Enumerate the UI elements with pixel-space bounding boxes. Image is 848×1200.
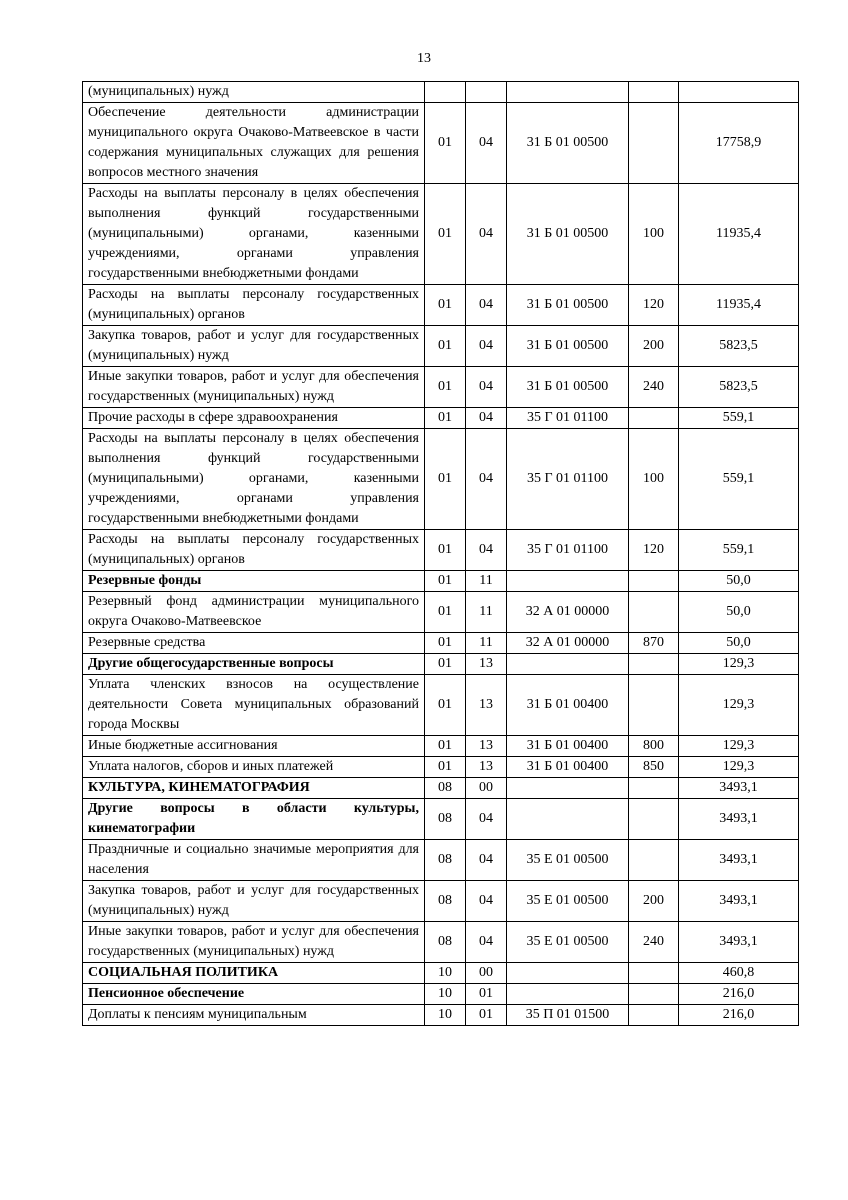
section-code-cell: 01 xyxy=(425,408,466,429)
amount-cell: 5823,5 xyxy=(679,367,799,408)
section-code-cell: 01 xyxy=(425,571,466,592)
expense-name-cell: (муниципальных) нужд xyxy=(83,82,425,103)
target-article-cell: 31 Б 01 00400 xyxy=(507,757,629,778)
amount-cell: 11935,4 xyxy=(679,184,799,285)
subsection-code-cell: 13 xyxy=(466,654,507,675)
expense-name-cell: Расходы на выплаты персоналу государственных (муниципальных) органов xyxy=(83,285,425,326)
table-row xyxy=(83,285,799,326)
expense-type-cell: 100 xyxy=(629,429,679,530)
section-code-cell: 10 xyxy=(425,984,466,1005)
expense-name-cell: Расходы на выплаты персоналу в целях обеспечения выполнения функций государственными (муниципальными) органами, казенными учреждениями, органами управления государственными внебюджетными фондами xyxy=(83,184,425,285)
expense-type-cell xyxy=(629,654,679,675)
subsection-code-cell: 04 xyxy=(466,367,507,408)
expense-name-cell: Прочие расходы в сфере здравоохранения xyxy=(83,408,425,429)
amount-cell: 3493,1 xyxy=(679,799,799,840)
target-article-cell: 31 Б 01 00500 xyxy=(507,184,629,285)
section-code-cell: 01 xyxy=(425,757,466,778)
section-code-cell: 01 xyxy=(425,285,466,326)
expense-type-cell xyxy=(629,984,679,1005)
expense-type-cell xyxy=(629,840,679,881)
budget-table xyxy=(82,81,799,1026)
table-row xyxy=(83,963,799,984)
expense-type-cell: 200 xyxy=(629,881,679,922)
target-article-cell xyxy=(507,571,629,592)
section-code-cell: 08 xyxy=(425,922,466,963)
table-row xyxy=(83,326,799,367)
expense-name-cell: Иные закупки товаров, работ и услуг для обеспечения государственных (муниципальных) нужд xyxy=(83,922,425,963)
expense-type-cell: 120 xyxy=(629,285,679,326)
expense-name-cell: Пенсионное обеспечение xyxy=(83,984,425,1005)
table-row xyxy=(83,654,799,675)
amount-cell: 5823,5 xyxy=(679,326,799,367)
table-row xyxy=(83,82,799,103)
target-article-cell xyxy=(507,963,629,984)
section-code-cell: 08 xyxy=(425,881,466,922)
amount-cell: 129,3 xyxy=(679,654,799,675)
expense-name-cell: Иные закупки товаров, работ и услуг для обеспечения государственных (муниципальных) нужд xyxy=(83,367,425,408)
subsection-code-cell: 13 xyxy=(466,675,507,736)
table-row xyxy=(83,881,799,922)
amount-cell: 129,3 xyxy=(679,757,799,778)
target-article-cell: 32 А 01 00000 xyxy=(507,592,629,633)
subsection-code-cell: 11 xyxy=(466,571,507,592)
budget-table-body xyxy=(83,82,799,1026)
expense-name-cell: Доплаты к пенсиям муниципальным xyxy=(83,1005,425,1026)
section-code-cell: 01 xyxy=(425,675,466,736)
expense-name-cell: СОЦИАЛЬНАЯ ПОЛИТИКА xyxy=(83,963,425,984)
expense-name-cell: Праздничные и социально значимые мероприятия для населения xyxy=(83,840,425,881)
expense-name-cell: Резервные фонды xyxy=(83,571,425,592)
subsection-code-cell: 04 xyxy=(466,922,507,963)
expense-name-cell: Уплата членских взносов на осуществление деятельности Совета муниципальных образований города Москвы xyxy=(83,675,425,736)
amount-cell: 3493,1 xyxy=(679,881,799,922)
subsection-code-cell: 04 xyxy=(466,408,507,429)
expense-name-cell: КУЛЬТУРА, КИНЕМАТОГРАФИЯ xyxy=(83,778,425,799)
expense-type-cell xyxy=(629,963,679,984)
target-article-cell: 31 Б 01 00500 xyxy=(507,285,629,326)
amount-cell: 17758,9 xyxy=(679,103,799,184)
target-article-cell: 35 П 01 01500 xyxy=(507,1005,629,1026)
expense-type-cell xyxy=(629,592,679,633)
expense-name-cell: Другие вопросы в области культуры, кинематографии xyxy=(83,799,425,840)
subsection-code-cell: 11 xyxy=(466,592,507,633)
table-row xyxy=(83,103,799,184)
table-row xyxy=(83,778,799,799)
subsection-code-cell xyxy=(466,82,507,103)
target-article-cell: 31 Б 01 00500 xyxy=(507,326,629,367)
table-row xyxy=(83,429,799,530)
table-row xyxy=(83,984,799,1005)
amount-cell: 559,1 xyxy=(679,530,799,571)
expense-name-cell: Иные бюджетные ассигнования xyxy=(83,736,425,757)
target-article-cell: 35 Г 01 01100 xyxy=(507,530,629,571)
amount-cell: 216,0 xyxy=(679,1005,799,1026)
expense-name-cell: Обеспечение деятельности администрации муниципального округа Очаково-Матвеевское в части содержания муниципальных служащих для решения вопросов местного значения xyxy=(83,103,425,184)
subsection-code-cell: 04 xyxy=(466,429,507,530)
section-code-cell: 01 xyxy=(425,103,466,184)
subsection-code-cell: 04 xyxy=(466,881,507,922)
table-row xyxy=(83,840,799,881)
section-code-cell: 01 xyxy=(425,633,466,654)
subsection-code-cell: 01 xyxy=(466,984,507,1005)
section-code-cell: 01 xyxy=(425,429,466,530)
section-code-cell: 08 xyxy=(425,778,466,799)
subsection-code-cell: 04 xyxy=(466,530,507,571)
section-code-cell: 10 xyxy=(425,1005,466,1026)
expense-type-cell xyxy=(629,1005,679,1026)
expense-type-cell xyxy=(629,675,679,736)
amount-cell: 3493,1 xyxy=(679,840,799,881)
target-article-cell: 35 Е 01 00500 xyxy=(507,840,629,881)
amount-cell: 3493,1 xyxy=(679,922,799,963)
section-code-cell: 01 xyxy=(425,736,466,757)
subsection-code-cell: 01 xyxy=(466,1005,507,1026)
expense-name-cell: Закупка товаров, работ и услуг для государственных (муниципальных) нужд xyxy=(83,326,425,367)
table-row xyxy=(83,530,799,571)
expense-type-cell: 120 xyxy=(629,530,679,571)
amount-cell: 129,3 xyxy=(679,736,799,757)
amount-cell: 460,8 xyxy=(679,963,799,984)
amount-cell: 3493,1 xyxy=(679,778,799,799)
amount-cell: 559,1 xyxy=(679,408,799,429)
section-code-cell xyxy=(425,82,466,103)
expense-type-cell: 240 xyxy=(629,922,679,963)
amount-cell: 216,0 xyxy=(679,984,799,1005)
page-number: 13 xyxy=(417,51,431,66)
table-row xyxy=(83,571,799,592)
subsection-code-cell: 04 xyxy=(466,799,507,840)
section-code-cell: 01 xyxy=(425,184,466,285)
target-article-cell: 35 Е 01 00500 xyxy=(507,881,629,922)
subsection-code-cell: 13 xyxy=(466,757,507,778)
subsection-code-cell: 04 xyxy=(466,103,507,184)
amount-cell: 50,0 xyxy=(679,571,799,592)
target-article-cell xyxy=(507,778,629,799)
table-row xyxy=(83,367,799,408)
expense-type-cell: 850 xyxy=(629,757,679,778)
table-row xyxy=(83,799,799,840)
section-code-cell: 08 xyxy=(425,799,466,840)
target-article-cell: 31 Б 01 00500 xyxy=(507,103,629,184)
amount-cell: 11935,4 xyxy=(679,285,799,326)
subsection-code-cell: 04 xyxy=(466,184,507,285)
subsection-code-cell: 04 xyxy=(466,326,507,367)
subsection-code-cell: 13 xyxy=(466,736,507,757)
amount-cell: 129,3 xyxy=(679,675,799,736)
expense-name-cell: Резервный фонд администрации муниципального округа Очаково-Матвеевское xyxy=(83,592,425,633)
expense-type-cell: 240 xyxy=(629,367,679,408)
table-row xyxy=(83,757,799,778)
table-row xyxy=(83,736,799,757)
expense-type-cell: 870 xyxy=(629,633,679,654)
expense-type-cell xyxy=(629,799,679,840)
subsection-code-cell: 04 xyxy=(466,840,507,881)
amount-cell: 50,0 xyxy=(679,633,799,654)
section-code-cell: 08 xyxy=(425,840,466,881)
section-code-cell: 01 xyxy=(425,654,466,675)
expense-type-cell xyxy=(629,82,679,103)
table-row xyxy=(83,675,799,736)
expense-name-cell: Уплата налогов, сборов и иных платежей xyxy=(83,757,425,778)
expense-type-cell xyxy=(629,103,679,184)
table-row xyxy=(83,408,799,429)
target-article-cell: 32 А 01 00000 xyxy=(507,633,629,654)
table-row xyxy=(83,184,799,285)
target-article-cell: 31 Б 01 00500 xyxy=(507,367,629,408)
expense-name-cell: Резервные средства xyxy=(83,633,425,654)
section-code-cell: 01 xyxy=(425,592,466,633)
section-code-cell: 01 xyxy=(425,530,466,571)
section-code-cell: 10 xyxy=(425,963,466,984)
expense-type-cell: 100 xyxy=(629,184,679,285)
section-code-cell: 01 xyxy=(425,326,466,367)
table-row xyxy=(83,1005,799,1026)
subsection-code-cell: 00 xyxy=(466,963,507,984)
expense-name-cell: Расходы на выплаты персоналу государственных (муниципальных) органов xyxy=(83,530,425,571)
table-row xyxy=(83,633,799,654)
subsection-code-cell: 00 xyxy=(466,778,507,799)
target-article-cell xyxy=(507,82,629,103)
section-code-cell: 01 xyxy=(425,367,466,408)
amount-cell: 50,0 xyxy=(679,592,799,633)
amount-cell: 559,1 xyxy=(679,429,799,530)
subsection-code-cell: 04 xyxy=(466,285,507,326)
subsection-code-cell: 11 xyxy=(466,633,507,654)
expense-name-cell: Другие общегосударственные вопросы xyxy=(83,654,425,675)
expense-name-cell: Расходы на выплаты персоналу в целях обеспечения выполнения функций государственными (муниципальными) органами, казенными учреждениями, органами управления государственными внебюджетными фондами xyxy=(83,429,425,530)
expense-type-cell: 200 xyxy=(629,326,679,367)
target-article-cell xyxy=(507,984,629,1005)
table-row xyxy=(83,922,799,963)
target-article-cell xyxy=(507,799,629,840)
expense-type-cell xyxy=(629,408,679,429)
expense-type-cell: 800 xyxy=(629,736,679,757)
target-article-cell: 31 Б 01 00400 xyxy=(507,675,629,736)
expense-type-cell xyxy=(629,778,679,799)
expense-type-cell xyxy=(629,571,679,592)
expense-name-cell: Закупка товаров, работ и услуг для государственных (муниципальных) нужд xyxy=(83,881,425,922)
table-row xyxy=(83,592,799,633)
target-article-cell: 31 Б 01 00400 xyxy=(507,736,629,757)
amount-cell xyxy=(679,82,799,103)
target-article-cell xyxy=(507,654,629,675)
target-article-cell: 35 Г 01 01100 xyxy=(507,429,629,530)
target-article-cell: 35 Г 01 01100 xyxy=(507,408,629,429)
target-article-cell: 35 Е 01 00500 xyxy=(507,922,629,963)
